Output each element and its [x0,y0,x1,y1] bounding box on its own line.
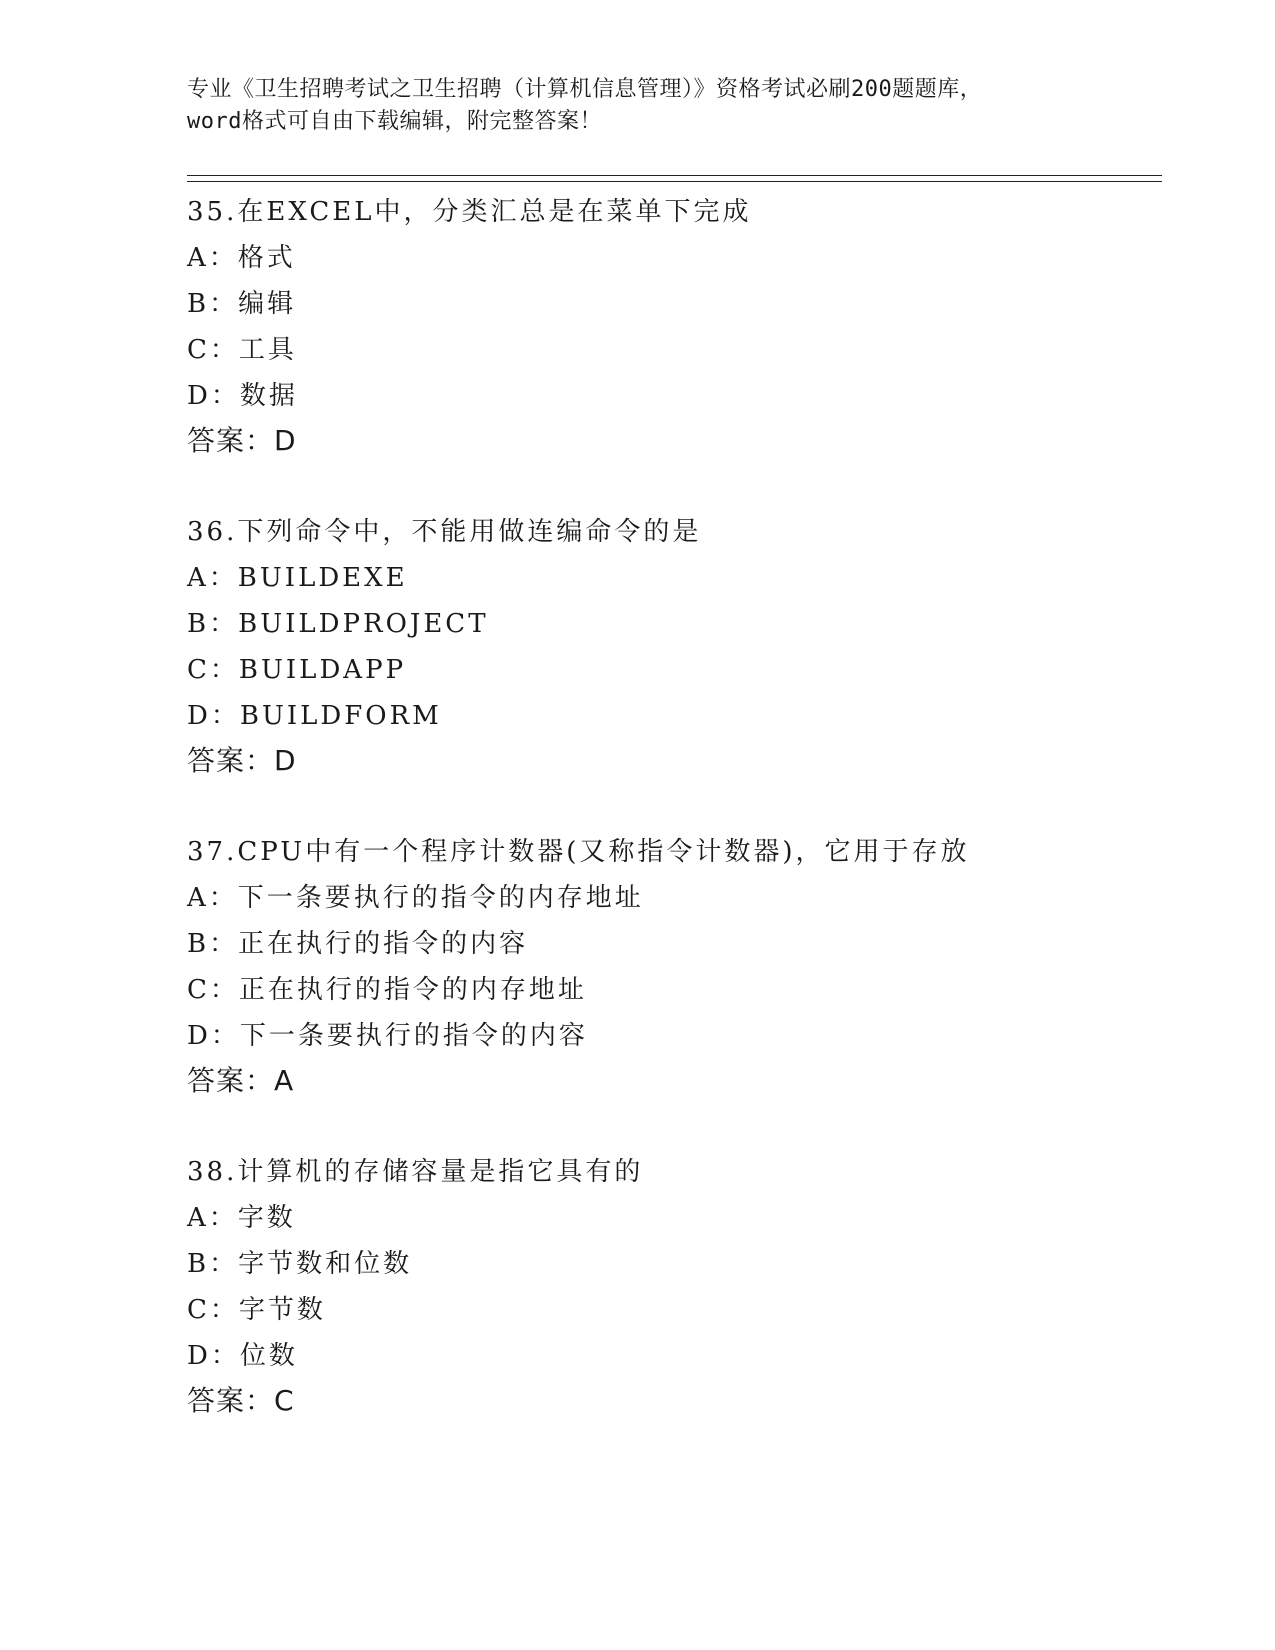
header-divider-bottom [187,181,1162,182]
question-38 [187,1149,1147,1423]
document-header [187,74,1087,138]
option-d: D：数据 [187,381,298,411]
question-35 [187,189,1147,463]
option-d: D：下一条要执行的指令的内容 [187,1021,588,1051]
option-b: B：正在执行的指令的内容 [187,929,529,959]
answer-line: 答案：D [187,424,297,457]
question-36 [187,509,1147,783]
header-divider-top [187,175,1162,176]
option-b: B：BUILDPROJECT [187,609,489,639]
option-c: C：BUILDAPP [187,655,407,685]
question-stem: 38.计算机的存储容量是指它具有的 [187,1157,644,1187]
option-d: D：BUILDFORM [187,701,442,731]
answer-line: 答案：D [187,744,297,777]
question-stem: 35.在EXCEL中，分类汇总是在菜单下完成 [187,197,752,227]
option-a: A：字数 [187,1203,296,1233]
option-a: A：下一条要执行的指令的内存地址 [187,883,644,913]
option-b: B：字节数和位数 [187,1249,413,1279]
option-d: D：位数 [187,1341,298,1371]
header-line-2: word格式可自由下载编辑，附完整答案！ [187,109,602,134]
option-c: C：字节数 [187,1295,326,1325]
question-stem: 36.下列命令中，不能用做连编命令的是 [187,517,702,547]
question-stem: 37.CPU中有一个程序计数器(又称指令计数器)，它用于存放 [187,837,970,867]
option-b: B：编辑 [187,289,297,319]
answer-line: 答案：C [187,1384,295,1417]
option-a: A：BUILDEXE [187,563,408,593]
question-37 [187,829,1147,1103]
answer-line: 答案：A [187,1064,295,1097]
option-c: C：正在执行的指令的内存地址 [187,975,587,1005]
option-a: A：格式 [187,243,296,273]
header-line-1: 专业《卫生招聘考试之卫生招聘（计算机信息管理）》资格考试必刷200题题库， [187,77,983,102]
option-c: C：工具 [187,335,297,365]
